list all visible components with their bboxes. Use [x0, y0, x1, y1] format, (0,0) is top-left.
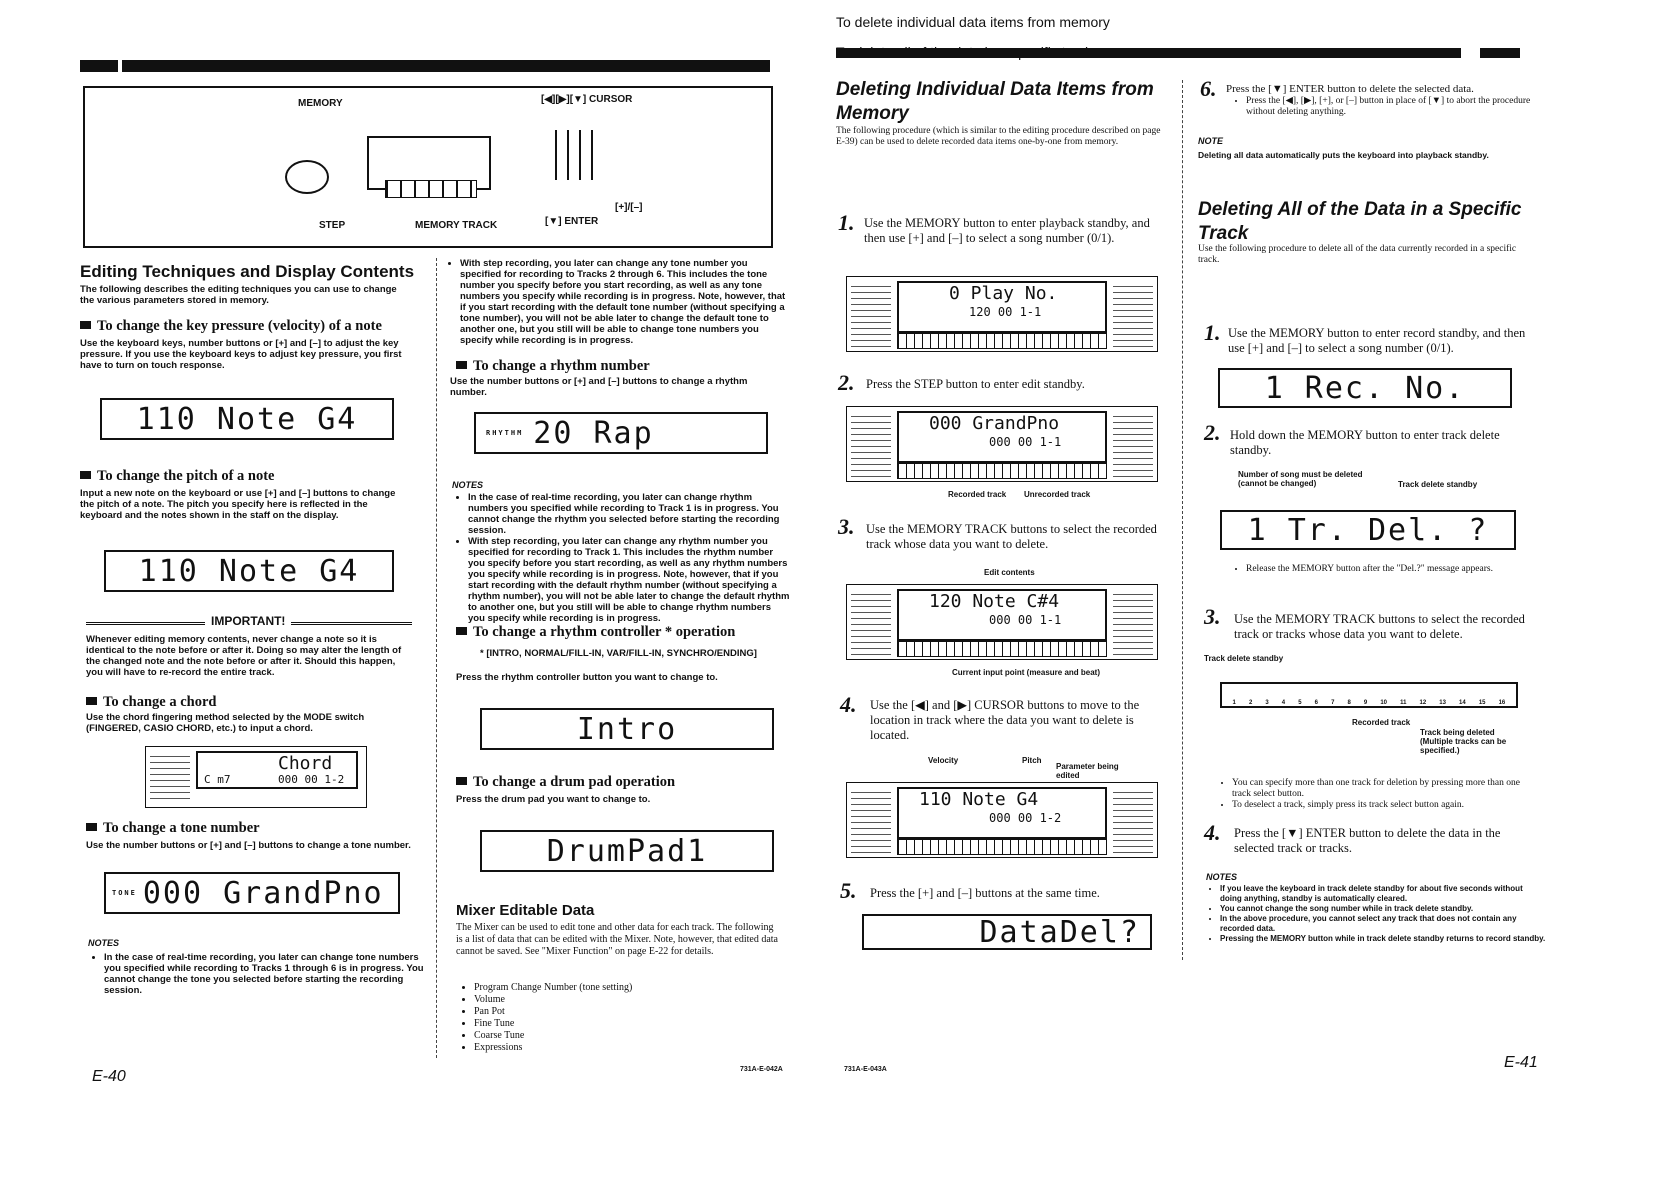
track-number: 2 — [1248, 700, 1253, 706]
cursor-label: [◀][▶][▼] CURSOR — [541, 94, 633, 105]
note-title: NOTE — [1198, 136, 1224, 146]
lcd-step2 — [846, 406, 1158, 482]
lcd-step4 — [846, 782, 1158, 858]
list-item: • In the case of real-time recording, you later can change rhythm numbers you specified while recording to Track 1 is in progress. You cannot change the rhythm you selected before starting the recording session. — [468, 492, 790, 536]
lcd-screen — [897, 281, 1107, 333]
lcd-text: DataDel? — [979, 914, 1140, 950]
lcd-num: 120 00 1-1 — [969, 305, 1042, 319]
step-text: Press the [▼] ENTER button to delete the data in the selected track or tracks. — [1234, 826, 1501, 855]
column-separator — [1182, 80, 1183, 960]
lcd-chord-text: Chord — [278, 753, 333, 774]
important-text: Whenever editing memory contents, never change a note so it is identical to the note before or after it. Doing so may alter the length of the changed note and the note before or after it. Should this happen, you will have to re-record the entire track. — [86, 634, 402, 678]
pitch-text: Input a new note on the keyboard or use [+] and [–] buttons to change the pitch of a note. The pitch you specify here is reflected in the keyboard and the notes shown in the staff on the display. — [80, 488, 396, 521]
lcd-text: 20 Rap — [533, 415, 654, 451]
pitch-heading: To change the pitch of a note — [80, 468, 275, 485]
list-item: • If you leave the keyboard in track delete standby for about five seconds without doing anything, standby is automatically cleared. — [1220, 884, 1546, 904]
page-number: E-40 — [92, 1068, 126, 1085]
delete-all-intro: Use the following procedure to delete all of the data currently recorded in a specific track. — [1198, 244, 1517, 265]
lcd-text: 1 Tr. Del. ? — [1247, 512, 1489, 548]
list-item: • To deselect a track, simply press its track select button again. — [1232, 800, 1538, 811]
caption-song-number: Number of song must be deleted (cannot be changed) — [1238, 470, 1363, 488]
tone-heading: To change a tone number — [86, 820, 260, 837]
notes2-title: NOTES — [452, 480, 484, 490]
track-number: 9 — [1363, 700, 1368, 706]
lcd-step1 — [846, 276, 1158, 352]
notes-title: NOTES — [1206, 872, 1238, 882]
lcd-side-labels — [851, 787, 891, 853]
tone-tag: TONE — [112, 889, 137, 897]
caption-recorded: Recorded track — [948, 490, 1007, 499]
track-buttons-icon — [385, 180, 477, 198]
list-item: • With step recording, you later can change any rhythm number you specified for recording to Track 1. This includes the rhythm number you specify before you start recording, as well as any rhythm numbers you specify while recording is in progress. Note, however, that if you start recording with the default rhythm number (without specifying a rhythm number), you will not be able later to change the default rhythm to another one, but you still will be able to change rhythm numbers you specify while recording is in progress. — [468, 536, 790, 624]
lcd-controller — [480, 708, 774, 750]
delete-all-title: Deleting All of the Data in a Specific Track — [1198, 199, 1522, 244]
step-number: 2. — [1204, 420, 1221, 445]
track-number: 15 — [1478, 700, 1486, 706]
step-text: Use the MEMORY TRACK buttons to select the recorded track or tracks whose data you want to delete. — [1234, 612, 1525, 641]
caption-track-being-deleted: Track being deleted (Multiple tracks can be specified.) — [1420, 728, 1507, 755]
track-number: 5 — [1298, 700, 1302, 706]
lcd-num: 000 00 1-1 — [989, 435, 1062, 449]
track-number: 3 — [1265, 700, 1269, 706]
lcd-text: Intro — [576, 711, 678, 747]
caption-recorded-track: Recorded track — [1352, 718, 1411, 727]
drum-heading: To change a drum pad operation — [456, 774, 675, 791]
dial-icon — [285, 160, 329, 194]
lcd-num: 000 00 1-1 — [989, 613, 1062, 627]
caption-track-delete: Track delete standby — [1398, 480, 1478, 489]
lcd-step3 — [846, 584, 1158, 660]
list-item: • With step recording, you later can change any tone number you specified for recording to Tracks 2 through 6. This includes the tone number you specify before you start recording, as well as any tone numbers you specify while recording is in progress. Note, however, that if you start recording with the default tone number (without specifying a tone number), you will not be able later to change the default tone to another one, but you still will be able to change tone numbers you specify while recording is in progress. — [460, 258, 790, 346]
lcd-screen — [196, 751, 358, 789]
track-number: 13 — [1439, 700, 1446, 706]
chord-text: Use the chord fingering method selected by the MODE switch (FINGERED, CASIO CHORD, etc.) to input a chord. — [86, 712, 365, 734]
track-number: 6 — [1314, 700, 1318, 706]
plusminus-label: [+]/[–] — [615, 202, 643, 213]
lcd-keyboard — [897, 641, 1107, 657]
list-item: • You can specify more than one track for deletion by pressing more than one track select button. — [1232, 778, 1538, 800]
list-item: • Press the [◀], [▶], [+], or [–] button in place of [▼] to abort the procedure without deleting anything. — [1246, 96, 1536, 118]
step-number: 5. — [840, 878, 857, 903]
controller-note: * [INTRO, NORMAL/FILL-IN, VAR/FILL-IN, SYNCHRO/ENDING] — [480, 648, 757, 659]
lcd-chord-num: 000 00 1-2 — [278, 773, 345, 786]
step-text: Press the STEP button to enter edit standby. — [866, 377, 1085, 391]
lcd-chord-sub: C m7 — [204, 773, 231, 786]
list-item: • Fine Tune — [474, 1018, 774, 1030]
page-code: 731A-E-042A — [740, 1066, 783, 1073]
drum-text: Press the drum pad you want to change to. — [456, 794, 651, 805]
list-item: • Pan Pot — [474, 1006, 774, 1018]
caption-edit-contents: Edit contents — [984, 568, 1035, 577]
page-code: 731A-E-043A — [844, 1066, 887, 1073]
lcd-rhythm — [474, 412, 768, 454]
step-number: 3. — [838, 514, 855, 539]
list-item: • Pressing the MEMORY button while in track delete standby returns to record standby. — [1220, 934, 1546, 944]
lcd-text: 120 Note C#4 — [929, 591, 1060, 612]
track-number: 1 — [1232, 700, 1236, 706]
header-bar — [122, 60, 770, 72]
column-separator — [436, 258, 437, 1058]
lcd-side-labels — [1113, 411, 1153, 477]
key-pressure-text: Use the keyboard keys, number buttons or [+] and [–] to adjust the key pressure. If you use the keyboard keys to adjust key pressure, you first have to turn on touch response. — [80, 338, 402, 371]
step-text: Use the MEMORY TRACK buttons to select the recorded track whose data you want to delete. — [866, 522, 1157, 551]
panel-diagram — [83, 86, 773, 248]
lcd-side-labels — [150, 751, 190, 803]
step-text: Press the [+] and [–] buttons at the same time. — [870, 886, 1100, 900]
lcd-screen — [897, 589, 1107, 641]
lcd-side-labels — [851, 411, 891, 477]
track-number: 8 — [1347, 700, 1351, 706]
rhythm-text: Use the number buttons or [+] and [–] buttons to change a rhythm number. — [450, 376, 748, 398]
right-page — [836, 0, 1672, 1179]
delete-individual-title: Deleting Individual Data Items from Memory — [836, 79, 1154, 124]
header-bar — [836, 48, 1461, 58]
track-number: 12 — [1419, 700, 1427, 706]
lcd-keyboard — [897, 333, 1107, 349]
key-pressure-heading: To change the key pressure (velocity) of a note — [80, 318, 382, 335]
lcd-tr-del — [1220, 510, 1516, 550]
controller-text: Press the rhythm controller button you want to change to. — [456, 672, 718, 683]
notes-list — [1208, 884, 1546, 944]
notes2-list — [456, 492, 790, 624]
step-label: STEP — [319, 220, 346, 231]
mixer-list — [462, 982, 774, 1054]
lcd-side-labels — [851, 589, 891, 655]
notes1-title: NOTES — [88, 938, 120, 948]
track-number: 4 — [1281, 700, 1286, 706]
lcd-side-labels — [1113, 589, 1153, 655]
track-number: 10 — [1380, 700, 1388, 706]
lcd-text: 000 GrandPno — [929, 413, 1060, 434]
list-item: • You cannot change the song number while in track delete standby. — [1220, 904, 1546, 914]
step-text: Use the MEMORY button to enter playback standby, and then use [+] and [–] to select a song number (0/1). — [864, 216, 1150, 245]
track-indicator — [1220, 682, 1518, 708]
page-number: E-41 — [1504, 1054, 1538, 1071]
step-number: 4. — [1204, 820, 1221, 845]
step-number: 2. — [838, 370, 855, 395]
rhythm-tag: RHYTHM — [486, 429, 524, 437]
tone-text: Use the number buttons or [+] and [–] buttons to change a tone number. — [86, 840, 411, 851]
memory-label: MEMORY — [298, 98, 343, 109]
caption-track-delete-standby: Track delete standby — [1204, 654, 1284, 663]
number-buttons-icon — [555, 130, 595, 180]
caption-pitch: Pitch — [1022, 756, 1042, 765]
step-number: 3. — [1204, 604, 1221, 629]
caption-unrecorded: Unrecorded track — [1024, 490, 1091, 499]
step-text: Use the [◀] and [▶] CURSOR buttons to move to the location in track where the data you want to delete is located. — [870, 698, 1140, 742]
lcd-step5 — [862, 914, 1152, 950]
note-text: Deleting all data automatically puts the keyboard into playback standby. — [1198, 150, 1489, 160]
col2-top-list — [448, 258, 790, 346]
track-number: 7 — [1331, 700, 1335, 706]
lcd-screen — [897, 411, 1107, 463]
lcd-text: 000 GrandPno — [142, 875, 384, 911]
important-title: IMPORTANT! — [205, 614, 291, 628]
memory-track-label: MEMORY TRACK — [415, 220, 498, 231]
lcd-pitch — [104, 550, 394, 592]
editing-intro: The following describes the editing techniques you can use to change the various parameters stored in memory. — [80, 284, 397, 306]
header-block — [80, 60, 118, 72]
track-number: 11 — [1400, 700, 1407, 706]
lcd-side-labels — [1113, 787, 1153, 853]
delete-individual-sub: To delete individual data items from memory — [836, 14, 1110, 30]
lcd-text: 1 Rec. No. — [1264, 370, 1466, 406]
lcd-text: 110 Note G4 — [138, 553, 360, 589]
delete-individual-intro: The following procedure (which is similar to the editing procedure described on page E-39) can be used to delete recorded data items one-by-one from memory. — [836, 126, 1161, 147]
header-block — [1480, 48, 1520, 58]
enter-label: [▼] ENTER — [545, 216, 599, 227]
editing-title: Editing Techniques and Display Contents — [80, 262, 415, 281]
step-text: Use the MEMORY button to enter record standby, and then use [+] and [–] to select a song number (0/1). — [1228, 326, 1526, 355]
lcd-keyboard — [897, 839, 1107, 855]
lcd-text: 0 Play No. — [949, 283, 1058, 304]
list-item: • Volume — [474, 994, 774, 1006]
step6-bullets — [1234, 96, 1536, 118]
step-number: 1. — [1204, 320, 1221, 345]
lcd-rec-no — [1218, 368, 1512, 408]
lcd-num: 000 00 1-2 — [989, 811, 1062, 825]
caption-parameter: Parameter being edited — [1056, 762, 1119, 780]
list-item: • Program Change Number (tone setting) — [474, 982, 774, 994]
lcd-text: DrumPad1 — [546, 833, 708, 869]
step-text: Press the [▼] ENTER button to delete the selected data. — [1226, 83, 1474, 95]
lcd-keyboard — [897, 463, 1107, 479]
track-number: 14 — [1459, 700, 1466, 706]
track-number: 16 — [1498, 700, 1506, 706]
rhythm-heading: To change a rhythm number — [456, 358, 650, 375]
step-number: 6. — [1200, 76, 1217, 101]
step2-bullets — [1234, 564, 1536, 575]
lcd-side-labels — [851, 281, 891, 347]
caption-velocity: Velocity — [928, 756, 959, 765]
lcd-screen — [897, 787, 1107, 839]
lcd-drum — [480, 830, 774, 872]
mixer-text: The Mixer can be used to edit tone and other data for each track. The following is a list of data that can be edited with the Mixer. Note, however, that edited data cannot be saved. See "Mixer Function" on page E-22 for details. — [456, 922, 778, 957]
step-number: 1. — [838, 210, 855, 235]
list-item: • In the above procedure, you cannot select any track that does not contain any recorded data. — [1220, 914, 1546, 934]
step-number: 4. — [840, 692, 857, 717]
step3-bullets — [1220, 778, 1538, 811]
list-item: • Release the MEMORY button after the "Del.?" message appears. — [1246, 564, 1536, 575]
lcd-side-labels — [1113, 281, 1153, 347]
controller-heading: To change a rhythm controller * operation — [456, 624, 735, 641]
lcd-chord — [145, 746, 367, 808]
chord-heading: To change a chord — [86, 694, 216, 711]
step-text: Hold down the MEMORY button to enter track delete standby. — [1230, 428, 1500, 457]
mixer-title: Mixer Editable Data — [456, 902, 595, 919]
list-item: • In the case of real-time recording, you later can change tone numbers you specified while recording to Tracks 1 through 6 is in progress. You cannot change the tone you selected before starting the recording session. — [104, 952, 424, 996]
caption-input-point: Current input point (measure and beat) — [952, 668, 1101, 677]
lcd-text: 110 Note G4 — [136, 401, 358, 437]
lcd-key-pressure — [100, 398, 394, 440]
list-item: • Expressions — [474, 1042, 774, 1054]
list-item: • Coarse Tune — [474, 1030, 774, 1042]
lcd-text: 110 Note G4 — [919, 789, 1039, 810]
lcd-tone — [104, 872, 400, 914]
notes1-list — [92, 952, 424, 996]
